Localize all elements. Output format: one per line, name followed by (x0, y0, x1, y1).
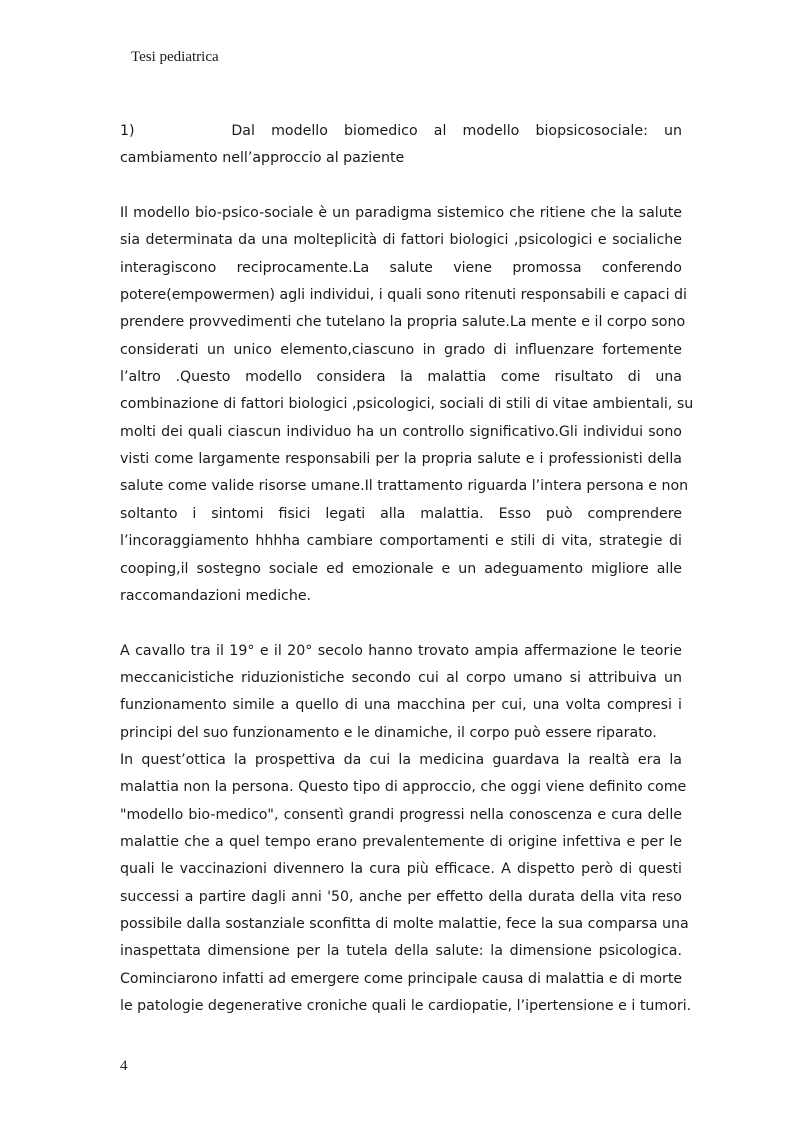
text-line: inaspettata dimensione per la tutela della salute: la dimensione psicologica. (120, 943, 682, 960)
text-line: cooping,il sostegno sociale ed emozionale e un adeguamento migliore alle (120, 560, 682, 577)
text-line: Cominciarono infatti ad emergere come principale causa di malattia e di morte (120, 970, 683, 987)
paragraph-biopsychosocial-model (120, 200, 694, 610)
heading-line: cambiamento nell’approccio al paziente (120, 150, 405, 167)
page-content (120, 118, 694, 1020)
heading-line: 1) Dal modello biomedico al modello biopsicosociale: un (120, 123, 682, 139)
text-line: In quest’ottica la prospettiva da cui la medicina guardava la realtà era la (120, 751, 682, 768)
text-line: principi del suo funzionamento e le dinamiche, il corpo può essere riparato. (120, 724, 657, 741)
text-line: quali le vaccinazioni divennero la cura più efficace. A dispetto però di questi (120, 861, 682, 878)
text-line: A cavallo tra il 19° e il 20° secolo hanno trovato ampia affermazione le teorie (120, 642, 682, 659)
text-line: malattie che a quel tempo erano prevalentemente di origine infettiva e per le (120, 833, 682, 850)
text-line: prendere provvedimenti che tutelano la propria salute.La mente e il corpo sono (120, 314, 686, 331)
text-line: successi a partire dagli anni '50, anche per effetto della durata della vita reso (120, 888, 682, 905)
text-line: l’altro .Questo modello considera la malattia come risultato di una (120, 369, 682, 386)
text-line: salute come valide risorse umane.Il trattamento riguarda l’intera persona e non (120, 478, 689, 495)
text-line: malattia non la persona. Questo tipo di approccio, che oggi viene definito come (120, 779, 687, 796)
running-header: Tesi pediatrica (131, 49, 219, 65)
text-line: raccomandazioni mediche. (120, 587, 312, 604)
text-line: sia determinata da una molteplicità di fattori biologici ,psicologici e socialiche (120, 232, 682, 249)
text-line: considerati un unico elemento,ciascuno in grado di influenzare fortemente (120, 341, 682, 358)
text-line: "modello bio-medico", consentì grandi progressi nella conoscenza e cura delle (120, 806, 682, 823)
paragraph-gap (120, 610, 682, 637)
text-line: combinazione di fattori biologici ,psicologici, sociali di stili di vitae ambientali, su (120, 396, 694, 413)
text-line: funzionamento simile a quello di una macchina per cui, una volta compresi i (120, 697, 682, 714)
page-number: 4 (120, 1058, 128, 1074)
text-line: soltanto i sintomi fisici legati alla malattia. Esso può comprendere (120, 505, 682, 522)
text-line: meccanicistiche riduzionistiche secondo cui al corpo umano si attribuiva un (120, 669, 682, 686)
text-line: potere(empowermen) agli individui, i quali sono ritenuti responsabili e capaci di (120, 287, 688, 304)
paragraph-mechanistic-theories (120, 638, 682, 747)
text-line: possibile dalla sostanziale sconfitta di molte malattie, fece la sua comparsa una (120, 915, 689, 932)
text-line: visti come largamente responsabili per la propria salute e i professionisti della (120, 451, 682, 468)
paragraph-gap (120, 173, 682, 200)
text-line: l’incoraggiamento hhhha cambiare comportamenti e stili di vita, strategie di (120, 533, 682, 550)
text-line: Il modello bio-psico-sociale è un paradigma sistemico che ritiene che la salute (120, 205, 682, 222)
section-heading (120, 118, 682, 173)
paragraph-biomedical-model (120, 747, 692, 1020)
text-line: interagiscono reciprocamente.La salute viene promossa conferendo (120, 259, 682, 276)
text-line: molti dei quali ciascun individuo ha un controllo significativo.Gli individui sono (120, 423, 682, 440)
text-line: le patologie degenerative croniche quali le cardiopatie, l’ipertensione e i tumori. (120, 998, 692, 1014)
